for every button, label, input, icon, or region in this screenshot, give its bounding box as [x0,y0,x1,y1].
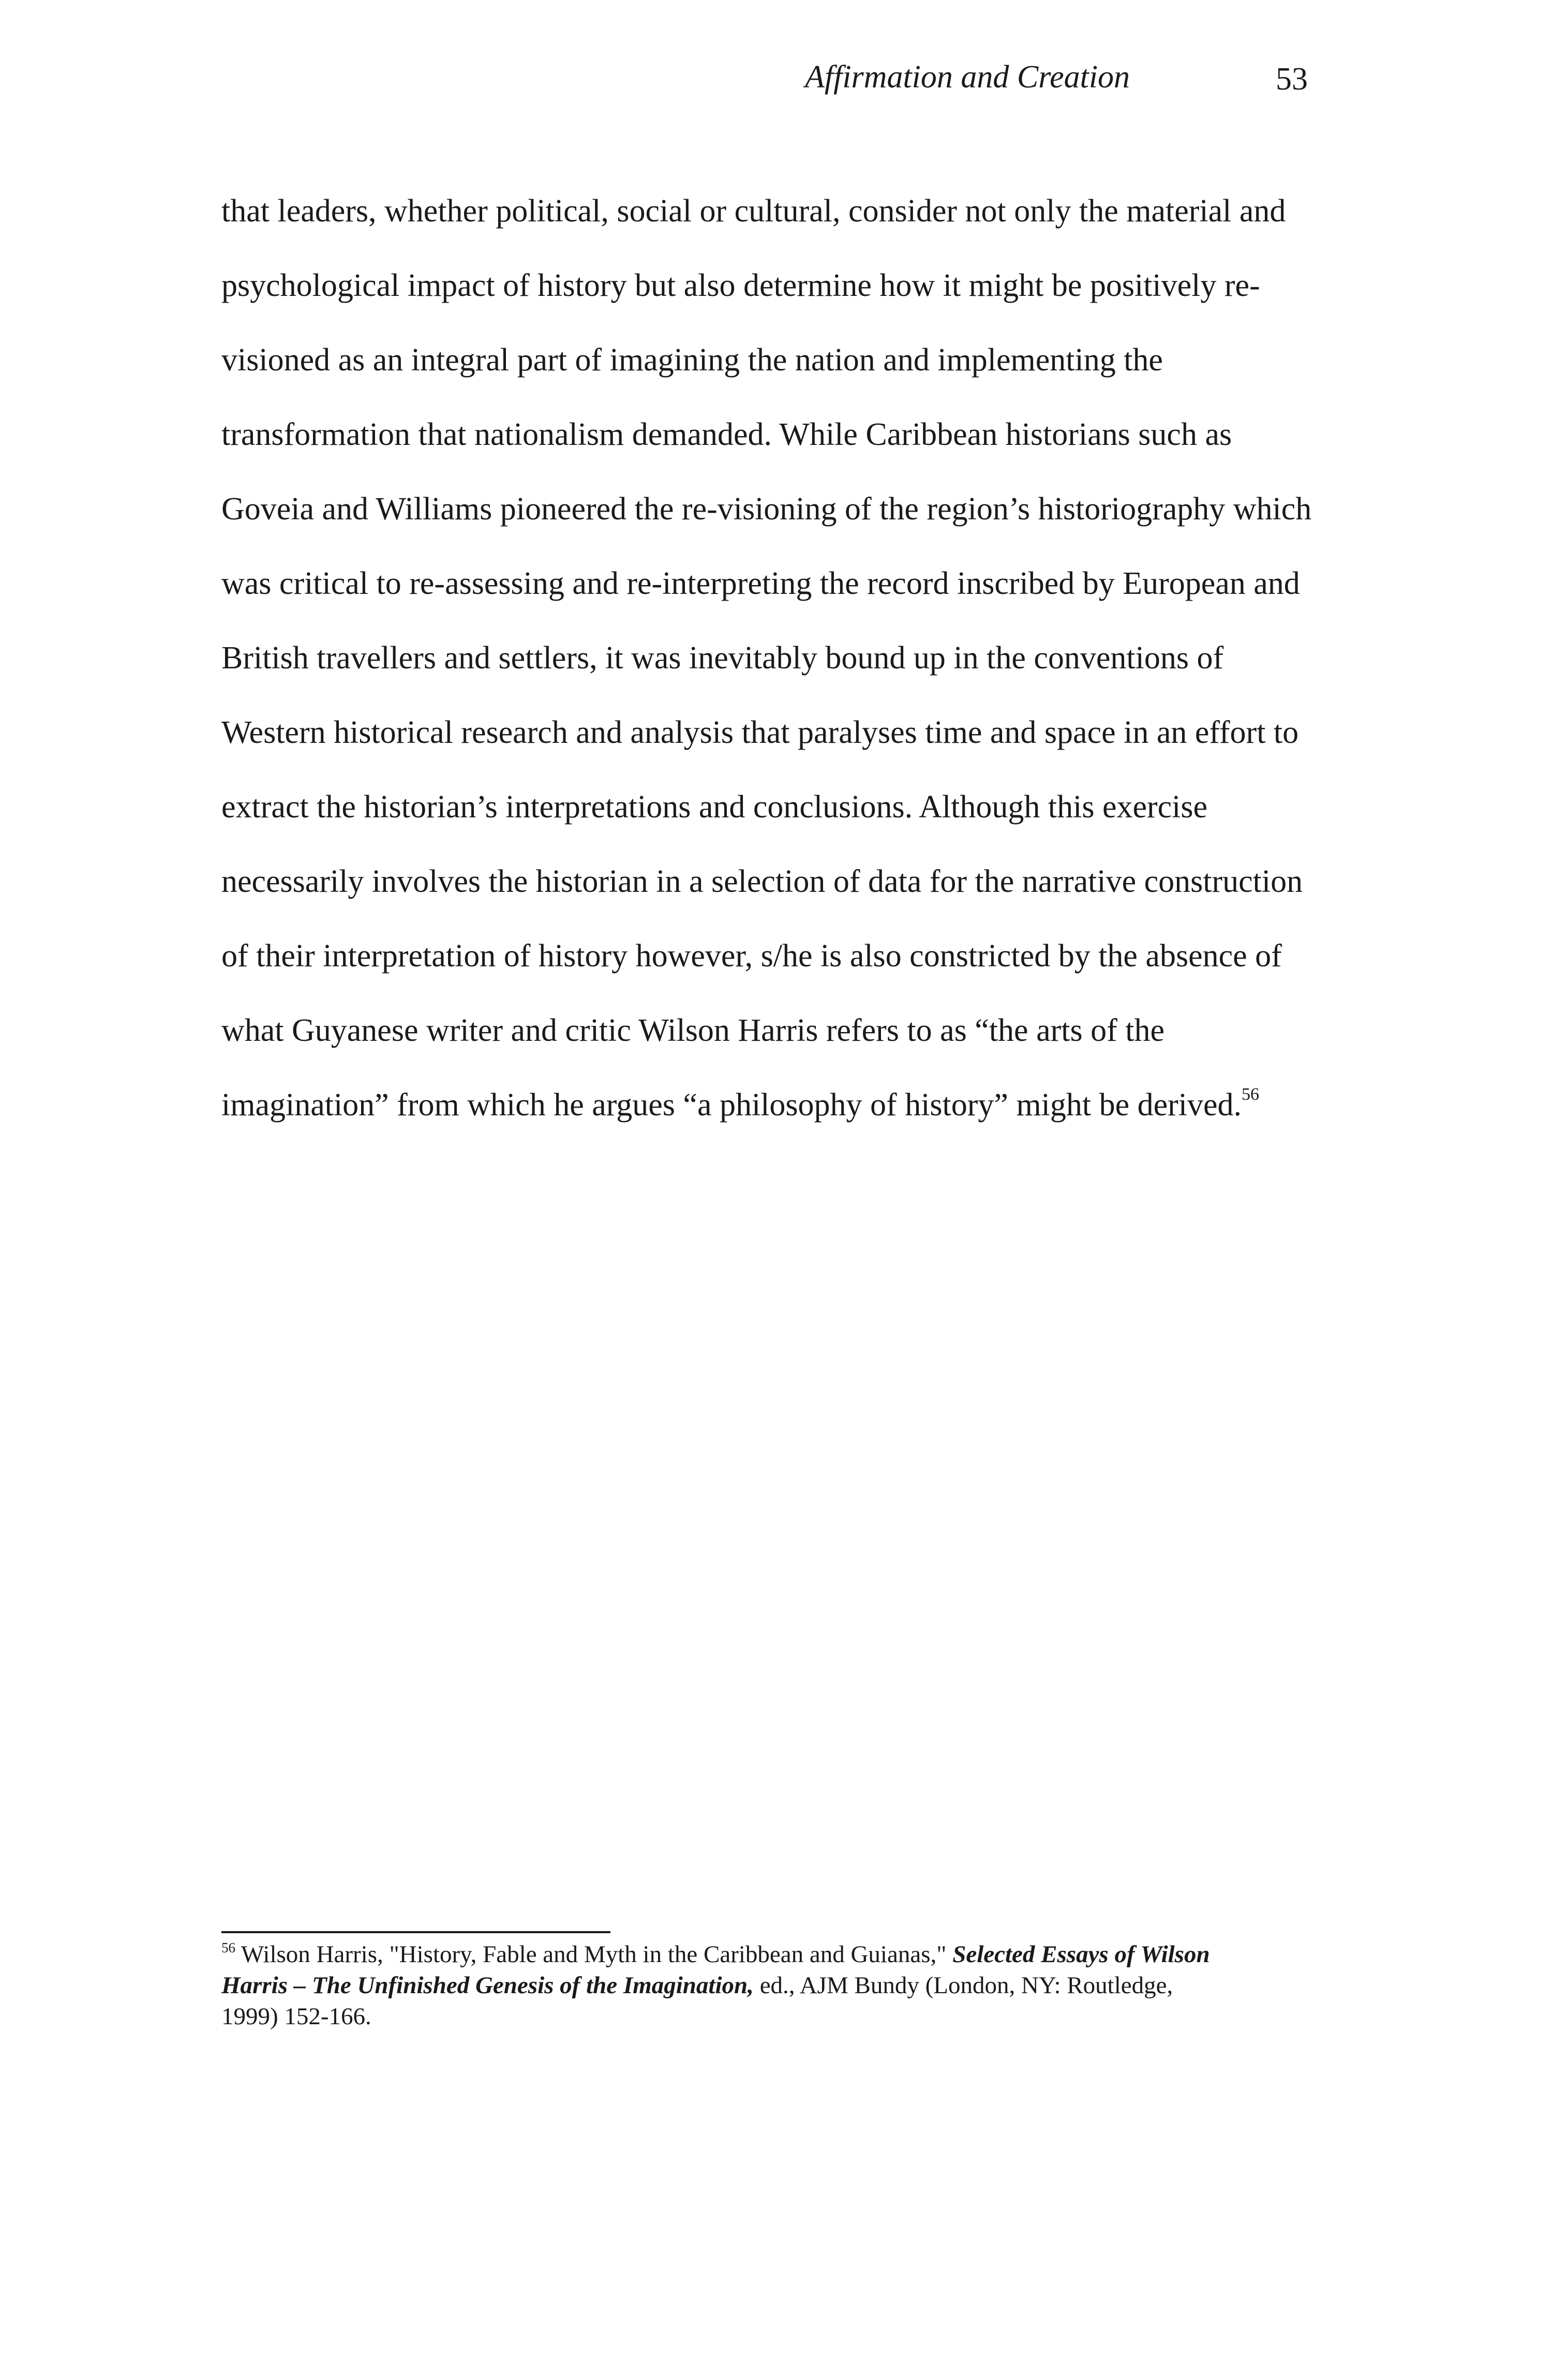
body-line-11: of their interpretation of history however, s/he is also constricted by the absence of [221,938,1282,974]
body-line-10: necessarily involves the historian in a selection of data for the narrative construction [221,864,1303,899]
footnote-separator [221,1931,610,1933]
footnote-book-title-part1: Selected Essays of Wilson [952,1941,1210,1968]
footnote-line-2 [221,1970,1380,2001]
body-line-12: what Guyanese writer and critic Wilson Harris refers to as “the arts of the [221,1013,1164,1048]
footnote-line-3: 1999) 152-166. [221,2003,371,2030]
footnote-number: 56 [221,1940,235,1955]
body-line-9: extract the historian’s interpretations and conclusions. Although this exercise [221,789,1208,825]
footnote-line-1 [221,1939,1380,1970]
body-line-7: British travellers and settlers, it was inevitably bound up in the conventions of [221,640,1224,676]
footnote [221,1939,1380,2032]
running-head: Affirmation and Creation [805,59,1130,95]
body-line-5: Goveia and Williams pioneered the re-visioning of the region’s historiography which [221,491,1312,527]
footnote-publication-info: ed., AJM Bundy (London, NY: Routledge, [753,1972,1173,1999]
body-line-13 [221,1068,1360,1142]
body-line-3: visioned as an integral part of imagining the nation and implementing the [221,342,1163,378]
body-line-6: was critical to re-assessing and re-interpreting the record inscribed by European and [221,566,1300,601]
footnote-book-title-part2: Harris – The Unfinished Genesis of the Imagination, [221,1972,754,1999]
body-line-8: Western historical research and analysis that paralyses time and space in an effort to [221,715,1299,750]
footnote-reference[interactable]: 56 [1242,1085,1260,1104]
body-line-1: that leaders, whether political, social or cultural, consider not only the material and [221,193,1286,229]
body-line-4: transformation that nationalism demanded. While Caribbean historians such as [221,417,1232,452]
body-line-13-text: imagination” from which he argues “a philosophy of history” might be derived. [221,1087,1242,1123]
page-number: 53 [1276,62,1308,97]
body-line-2: psychological impact of history but also determine how it might be positively re- [221,268,1260,303]
footnote-citation-start: Wilson Harris, "History, Fable and Myth in the Caribbean and Guianas," [241,1941,953,1968]
body-text [221,174,1360,1142]
